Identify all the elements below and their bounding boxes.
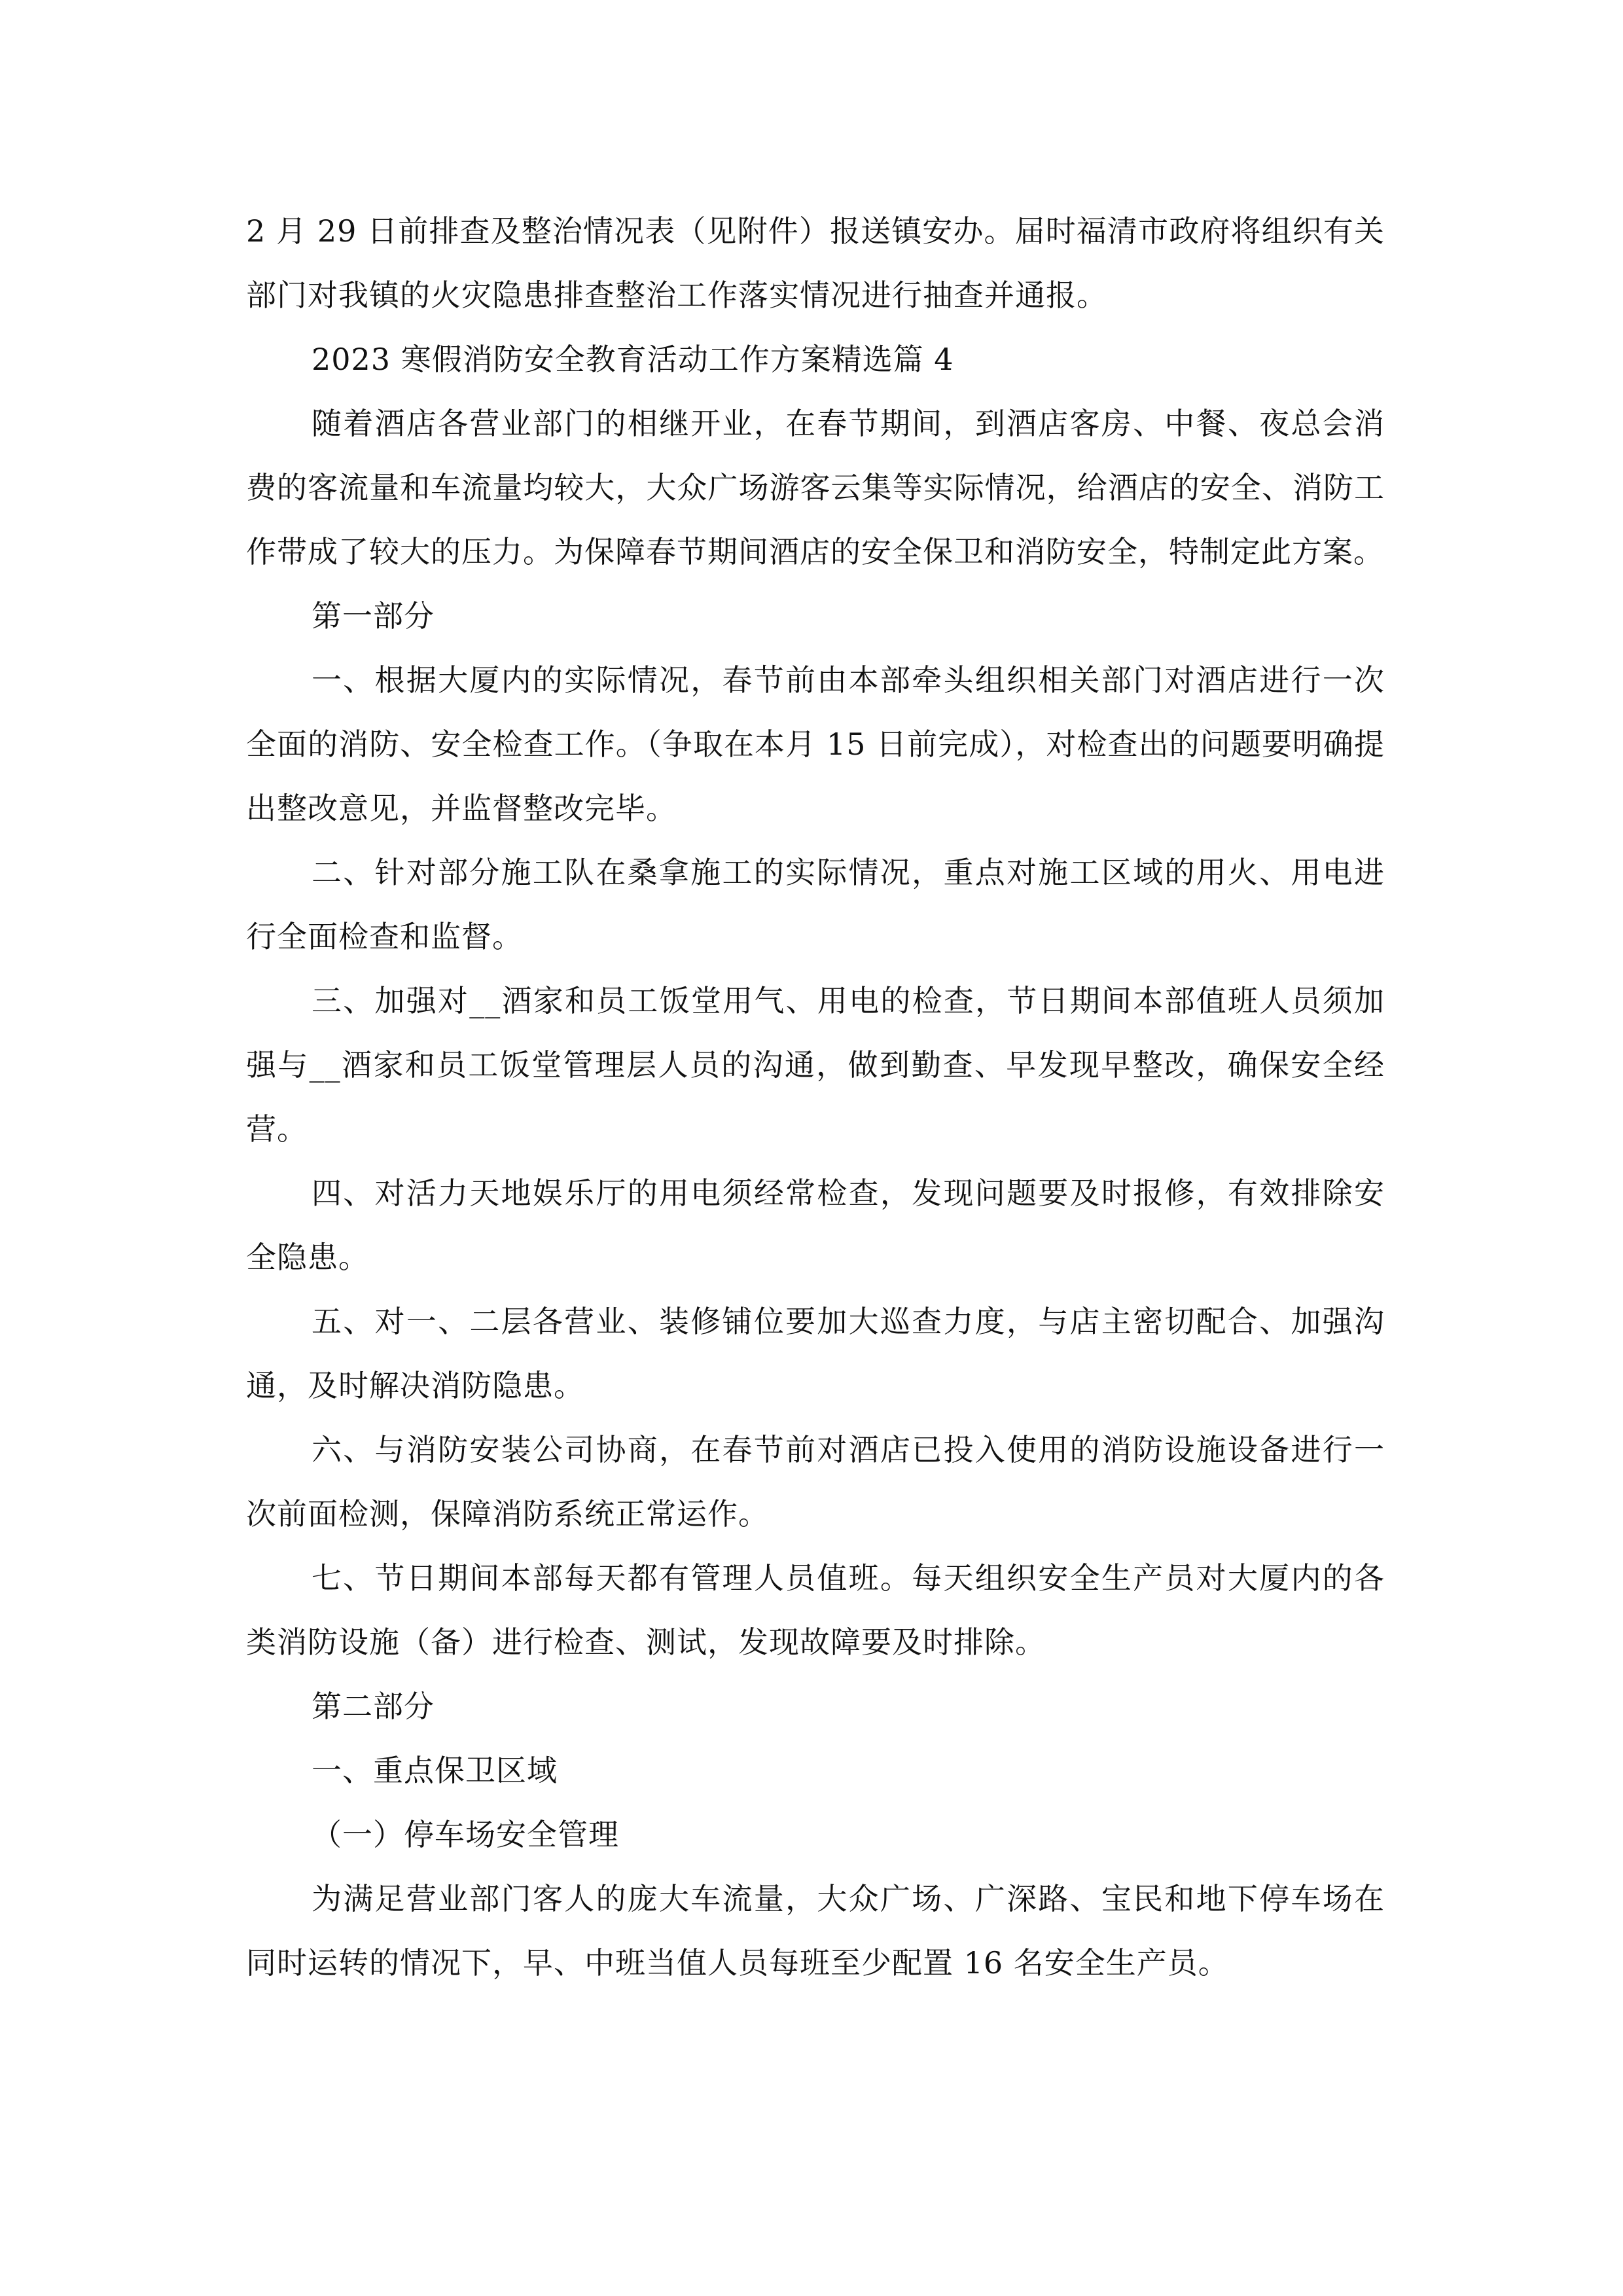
item-two: 二、针对部分施工队在桑拿施工的实际情况，重点对施工区域的用火、用电进行全面检查和监督。 — [246, 855, 1385, 954]
part-two-heading: 第二部分 — [312, 1689, 435, 1724]
subheading-parking: （一）停车场安全管理 — [312, 1817, 619, 1852]
item-six: 六、与消防安装公司协商，在春节前对酒店已投入使用的消防设施设备进行一次前面检测，保障消防系统正常运作。 — [246, 1432, 1385, 1532]
item-seven: 七、节日期间本部每天都有管理人员值班。每天组织安全生产员对大厦内的各类消防设施（备）进行检查、测试，发现故障要及时排除。 — [246, 1560, 1385, 1660]
item-five: 五、对一、二层各营业、装修铺位要加大巡查力度，与店主密切配合、加强沟通，及时解决消防隐患。 — [246, 1304, 1385, 1403]
paragraph-1: 2 月 29 日前排查及整治情况表（见附件）报送镇安办。届时福清市政府将组织有关部门对我镇的火灾隐患排查整治工作落实情况进行抽查并通报。 — [246, 213, 1385, 313]
item-one: 一、根据大厦内的实际情况，春节前由本部牵头组织相关部门对酒店进行一次全面的消防、安全检查工作。（争取在本月 15 日前完成），对检查出的问题要明确提出整改意见，并监督整改完毕。 — [246, 662, 1385, 826]
item-three: 三、加强对__酒家和员工饭堂用气、用电的检查，节日期间本部值班人员须加强与__酒家和员工饭堂管理层人员的沟通，做到勤查、早发现早整改，确保安全经营。 — [246, 983, 1385, 1147]
part-one-heading: 第一部分 — [312, 598, 435, 634]
paragraph-intro: 随着酒店各营业部门的相继开业，在春节期间，到酒店客房、中餐、夜总会消费的客流量和车流量均较大，大众广场游客云集等实际情况，给酒店的安全、消防工作带成了较大的压力。为保障春节期间酒店的安全保卫和消防安全，特制定此方案。 — [246, 406, 1385, 569]
paragraph-parking: 为满足营业部门客人的庞大车流量，大众广场、广深路、宝民和地下停车场在同时运转的情况下，早、中班当值人员每班至少配置 16 名安全生产员。 — [246, 1881, 1385, 1981]
section-heading-plan-4: 2023 寒假消防安全教育活动工作方案精选篇 4 — [312, 342, 954, 377]
subheading-key-areas: 一、重点保卫区域 — [312, 1753, 558, 1788]
item-four: 四、对活力天地娱乐厅的用电须经常检查，发现问题要及时报修，有效排除安全隐患。 — [246, 1175, 1385, 1275]
document-body — [246, 199, 1385, 1995]
